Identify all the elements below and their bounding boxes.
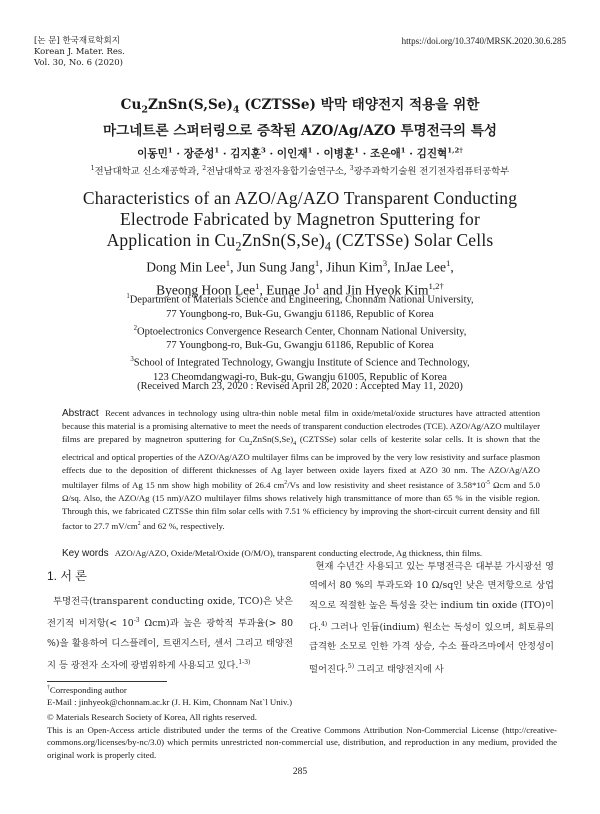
affiliation-2: $^2$Optoelectronics Convergence Research Center, Chonnam National University, 77 Youngbong-ro, Buk-Gu, Gwangju 61186, Republic of Korea <box>133 324 467 351</box>
section-title: 1. 서 론 <box>47 569 87 583</box>
journal-name-ko: [논 문] 한국재료학회지 <box>34 36 120 46</box>
journal-volume: Vol. 30, No. 6 (2020) <box>34 58 124 68</box>
keywords-text: AZO/Ag/AZO, Oxide/Metal/Oxide (O/M/O), transparent conducting electrode, Ag thickness, thin films. <box>114 548 483 558</box>
affiliation-3: $^3$School of Integrated Technology, Gwangju Institute of Science and Technology, 123 Cheomdangwagi-ro, Buk-gu, Gwangju 61005, Republic of Korea <box>130 356 470 383</box>
body-right-column: 현재 수년간 사용되고 있는 투명전극은 대부분 가시광선 영역에서 80 %의 투과도와 10 Ω/sq인 낮은 면저항으로 상업적으로 적절한 높은 특성을 갖는 indium tin oxide (ITO)이다.$^{4)}$ 그러나 인듐(indium) 원소는 독성이 있으며, 희토류의 급격한 소모로 인한 가격 상승, 수소 플라즈마에서 안정성이 떨어진다.$^{5)}$ 그리고 태양전지에 사 <box>309 561 554 675</box>
corresponding-author: †Corresponding author E-Mail : jinhyeok@chonnam.ac.kr (J. H. Kim, Chonnam Nat`l Univ.) <box>47 684 292 708</box>
license-text: This is an Open-Access article distributed under the terms of the Creative Commons Attribution Non-Commercial License (http://creative-commons.org/licenses/by-nc/3.0) which permits unrestricted non-commercial use, distribution, and reproduction in any medium, provided the original work is properly cited. <box>47 724 557 760</box>
affiliation-1: $^1$Department of Materials Science and Engineering, Chonnam National University, 77 Youngbong-ro, Buk-Gu, Gwangju 61186, Republic of Korea <box>126 293 474 320</box>
abstract: Abstract Recent advances in technology using ultra-thin noble metal film in oxide/metal/oxide structures have attracted attention because this material is a promising alternative to meet the needs of transparent conduction electrodes (TCE). AZO/Ag/AZO multilayer films are prepared by magnetron sputtering for $Cu_2ZnSn(S,Se)_4$ (CZTSSe) solar cells of kesterite solar cells. It is shown that the electrical and optical properties of the AZO/Ag/AZO multilayer films can be improved by the very low resistivity and surface plasmon effects due to the deposition of different thicknesses of Ag layer between oxide layers fixed at AZO 30 nm. The AZO/Ag/AZO multilayer films of Ag 15 nm show high mobility of 26.4 $cm^2/Vs$ and low resistivity and sheet resistance of $3.58*10^{-5}$ Ωcm and 5.0 Ω/sq. Also, the AZO/Ag (15 nm)/AZO multilayer films shows relatively high transmittance of more than 65 % in the visible region. Through this, we fabricated CZTSSe thin film solar cells with 7.51 % efficiency by improving the short-circuit current density and fill factor to 27.7 $mV/cm^2$ and 62 %, respectively. <box>62 408 541 532</box>
english-title-line1: Characteristics of an AZO/Ag/AZO Transparent Conducting <box>82 188 518 208</box>
keywords-label: Key words <box>62 548 109 559</box>
korean-affiliations: $^1$전남대학교 신소재공학과, $^2$전남대학교 광전자융합기술연구소, $^3$광주과학기술원 전기전자컴퓨터공학부 <box>90 164 510 177</box>
english-title-line3: Application in $Cu_2ZnSn(S,Se)_4$ (CZTSSe) Solar Cells <box>106 230 494 254</box>
copyright-line: © Materials Research Society of Korea, All rights reserved. <box>47 712 257 722</box>
body-left-column: 투명전극(transparent conducting oxide, TCO)은 낮은 전기적 비저항(< $10^{-3}$ Ωcm)과 높은 광학적 투과율(> 80 %)을 활용하여 디스플레이, 트랜지스터, 센서 그리고 태양전지 등 광전자 소자에 광범위하게 사용되고 있다.$^{1-3)}$ <box>47 596 293 672</box>
journal-header <box>34 36 125 69</box>
english-title-line2: Electrode Fabricated by Magnetron Sputtering for <box>120 209 480 229</box>
doi-link[interactable]: https://doi.org/10.3740/MRSK.2020.30.6.285 <box>401 36 566 46</box>
received-dates: (Received March 23, 2020 : Revised April 28, 2020 : Accepted May 11, 2020) <box>137 381 463 392</box>
english-authors-line2: Byeong Hoon Lee$^1$, Eunae Jo$^1$ and Jin Hyeok Kim$^{1,2\dagger}$ <box>156 280 444 297</box>
korean-title-line2: 마그네트론 스퍼터링으로 증착된 AZO/Ag/AZO 투명전극의 특성 <box>102 122 498 139</box>
english-title <box>0 188 600 258</box>
page-number: 285 <box>292 767 308 777</box>
english-authors-line1: Dong Min Lee$^1$, Jun Sung Jang$^1$, Jihun Kim$^3$, InJae Lee$^1$, <box>146 258 454 275</box>
korean-authors: 이동민$^1$ · 장준성$^1$ · 김지훈$^3$ · 이인재$^1$ · 이병훈$^1$ · 조은애$^1$ · 김진혁$^{1,2\dagger}$ <box>137 146 463 160</box>
korean-title <box>0 95 600 141</box>
english-affiliations <box>0 290 600 385</box>
abstract-label: Abstract <box>62 408 99 419</box>
author-email: E-Mail : jinhyeok@chonnam.ac.kr (J. H. Kim, Chonnam Nat`l Univ.) <box>47 697 292 708</box>
korean-title-line1: $Cu_2ZnSn(S,Se)_4$ (CZTSSe) 박막 태양전지 적용을 위한 <box>120 97 480 116</box>
copyright-notice <box>47 711 557 761</box>
journal-name-en: Korean J. Mater. Res. <box>34 47 125 57</box>
